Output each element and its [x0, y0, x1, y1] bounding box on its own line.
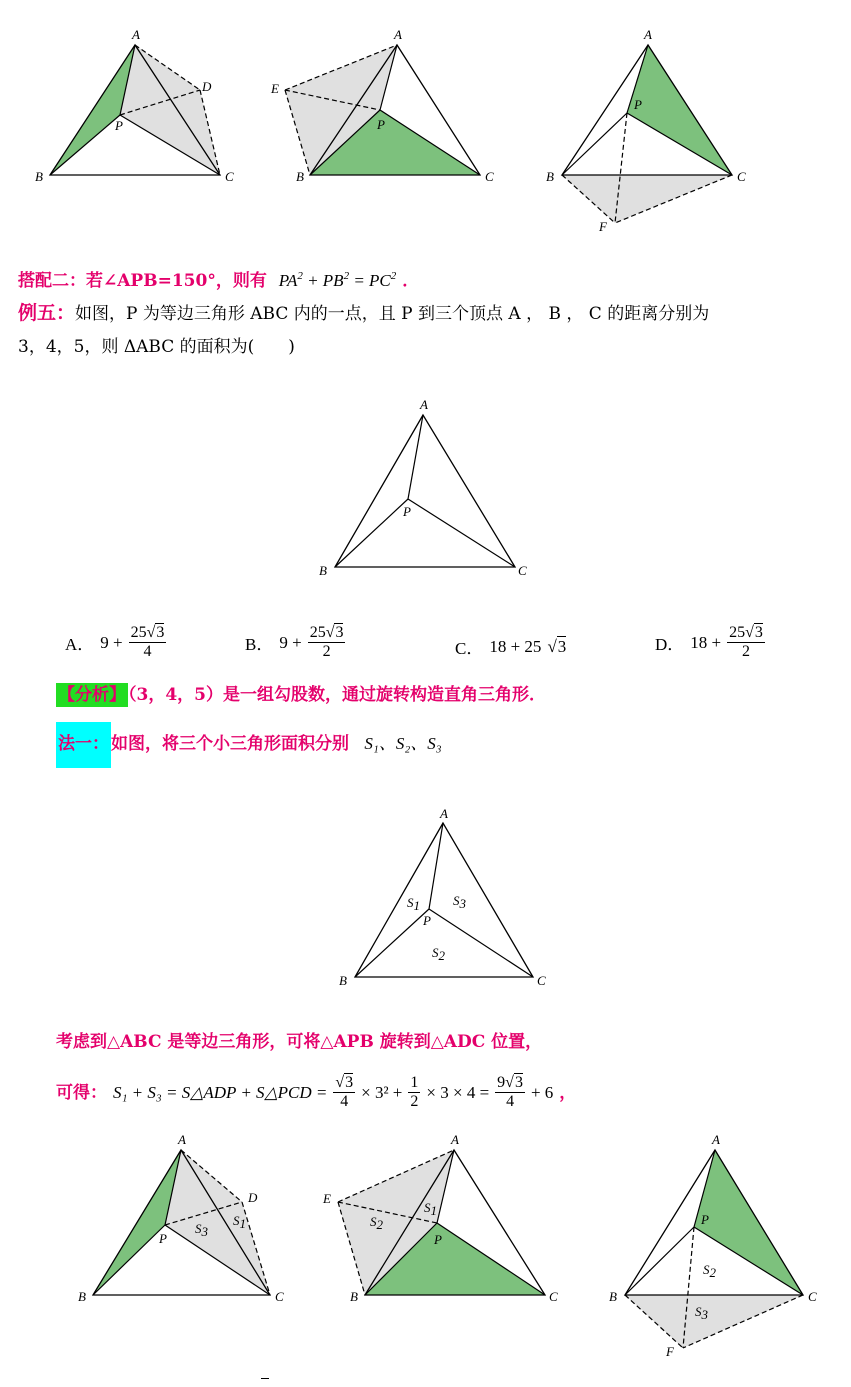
figure-bottom-1 — [75, 1130, 305, 1310]
triangle-diagram — [320, 1130, 570, 1310]
label-b: B — [319, 563, 327, 578]
triangle-diagram — [315, 395, 535, 585]
figure-bottom-3 — [605, 1130, 835, 1365]
match2-formula: $PA^2 + PB^2 = PC^2$ — [278, 270, 397, 290]
example5-label: 例五： — [18, 302, 76, 324]
analysis-badge: 【分析】 — [58, 685, 126, 705]
consider-line: 考虑到△ABC 是等边三角形，可将△APB 旋转到△ADC 位置， — [56, 1032, 543, 1052]
label-c: C — [549, 1289, 558, 1304]
label-d: D — [202, 79, 212, 94]
label-b: B — [35, 169, 43, 184]
figure-areas — [335, 805, 555, 995]
frac-1-2: $\frac{1}{2}$ — [410, 1074, 419, 1110]
triangle-diagram — [605, 1130, 835, 1365]
triangle-diagram — [265, 25, 505, 185]
label-p: P — [701, 1212, 709, 1227]
label-s3: S3 — [695, 1304, 708, 1322]
figure-top-2 — [265, 25, 505, 185]
match2-line: 搭配二：若∠APB=150°，则有 $PA^2 + PB^2 = PC^2$ ． — [18, 270, 420, 291]
label-d: D — [248, 1190, 258, 1205]
analysis-line — [56, 684, 546, 706]
label-p: P — [377, 117, 385, 132]
label-b: B — [339, 973, 347, 988]
method1-badge: 法一： — [56, 722, 111, 768]
label-b: B — [78, 1289, 86, 1304]
analysis-text: （3，4，5）是一组勾股数，通过旋转构造直角三角形． — [128, 685, 546, 705]
label-e: E — [323, 1191, 331, 1206]
label-a: A — [394, 27, 402, 42]
option-d[interactable]: D． 18 + $\frac{25√3}{2}$ — [655, 624, 763, 660]
label-a: A — [712, 1132, 720, 1147]
label-b: B — [296, 169, 304, 184]
result-prefix: 可得： — [56, 1082, 107, 1102]
label-p: P — [634, 97, 642, 112]
figure-bottom-2 — [320, 1130, 570, 1310]
frac-9sqrt3-4: $\frac{9√3}{4}$ — [497, 1074, 523, 1110]
match2-title: 搭配二：若∠APB=150°，则有 — [18, 271, 267, 291]
frac-sqrt3-4: $\frac{√3}{4}$ — [335, 1074, 354, 1110]
label-s3: S3 — [453, 893, 466, 911]
label-p: P — [159, 1231, 167, 1246]
figure-example5 — [315, 395, 535, 585]
triangle-diagram — [30, 25, 234, 185]
example5-line2: 3，4，5，则 ΔABC 的面积为( ) — [18, 337, 295, 357]
triangle-diagram — [540, 25, 760, 235]
example5-text1: 如图，P 为等边三角形 ABC 内的一点，且 P 到三个顶点 A ， B ， C 的距离分别为 — [75, 304, 710, 324]
triangle-diagram — [335, 805, 555, 995]
label-p: P — [434, 1232, 442, 1247]
label-s2: S2 — [432, 945, 445, 963]
label-s1: S1 — [424, 1200, 437, 1218]
figure-top-1 — [30, 25, 234, 185]
label-a: A — [420, 397, 428, 412]
example5-line1 — [18, 302, 709, 325]
label-a: A — [178, 1132, 186, 1147]
label-c: C — [225, 169, 234, 184]
label-c: C — [808, 1289, 817, 1304]
label-c: C — [485, 169, 494, 184]
label-a: A — [440, 806, 448, 821]
option-c[interactable]: C． 18 + 25 √3 — [455, 636, 567, 658]
label-c: C — [537, 973, 546, 988]
label-c: C — [518, 563, 527, 578]
label-a: A — [451, 1132, 459, 1147]
method1-s-list: S₁、S₂、S₃ — [364, 734, 442, 753]
triangle-diagram — [75, 1130, 305, 1310]
label-b: B — [609, 1289, 617, 1304]
label-p: P — [423, 913, 431, 928]
label-c: C — [275, 1289, 284, 1304]
result-line: 可得： S₁ + S₃ = S△ADP + S△PCD = $\frac{√3}{4}$ × 3² + $\frac{1}{2}$ × 3 × 4 = $\frac{9√3}{4}$ + 6 ， — [56, 1074, 577, 1110]
label-s2: S2 — [703, 1262, 716, 1280]
result-lhs: S₁ + S₃ = S△ADP + S△PCD = — [113, 1082, 328, 1102]
label-b: B — [350, 1289, 358, 1304]
label-a: A — [132, 27, 140, 42]
option-a[interactable]: A． 9 + $\frac{25√3}{4}$ — [65, 624, 165, 660]
label-s1: S1 — [407, 895, 420, 913]
figure-top-3 — [540, 25, 760, 235]
label-b: B — [546, 169, 554, 184]
label-c: C — [737, 169, 746, 184]
method1-text: 如图，将三个小三角形面积分别 — [111, 734, 349, 754]
label-e: E — [271, 81, 279, 96]
label-p: P — [115, 118, 123, 133]
option-b[interactable]: B． 9 + $\frac{25√3}{2}$ — [245, 624, 344, 660]
label-p: P — [403, 504, 411, 519]
method1-line — [56, 733, 442, 755]
label-s1: S1 — [233, 1213, 246, 1231]
cutoff-mark — [261, 1378, 269, 1379]
label-f: F — [666, 1344, 674, 1359]
label-s2: S2 — [370, 1214, 383, 1232]
label-a: A — [644, 27, 652, 42]
label-s3: S3 — [195, 1221, 208, 1239]
label-f: F — [599, 219, 607, 234]
